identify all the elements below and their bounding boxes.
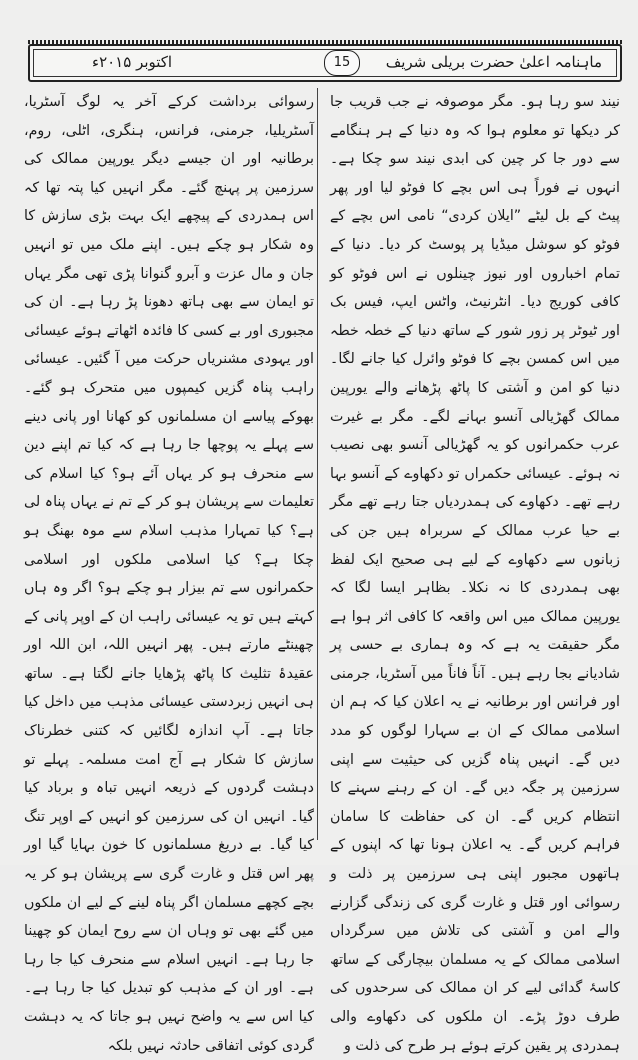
magazine-title: ماہنامہ اعلیٰ حضرت بریلی شریف [385,53,602,71]
column-left-text: رسوائی برداشت کرکے آخر یہ لوگ آسٹریا، آسٹریلیا، جرمنی، فرانس، ہنگری، اٹلی، روم، برطانیہ اور ان جیسے دیگر یورپین ممالک کی سرزمین پر پہنچ گئے۔ مگر انہیں کیا پتہ تھا کہ اس ہمدردی کے پیچھے ایک بہت بڑی سازش کا وہ شکار ہو چکے ہیں۔ اپنے ملک میں تو انہیں جان و مال عزت و آبرو گنوانا پڑی تھی مگر یہاں تو ایمان سے بھی ہاتھ دھونا پڑ رہا ہے۔ ان کی مجبوری اور بے کسی کا فائدہ اٹھاتے ہوئے عیسائی اور یہودی مشنریاں حرکت میں آ گئیں۔ عیسائی راہب پناہ گزیں کیمپوں میں متحرک ہو گئے۔ بھوکے پیاسے ان مسلمانوں کو کھانا اور پانی دینے سے پہلے یہ پوچھا جا رہا ہے کہ کیا تم اپنے دین سے منحرف ہو کر یہاں آئے ہو؟ کیا اسلام کی تعلیمات سے پریشان ہو کر کے تم نے یہاں پناہ لی ہے؟ کیا تمہارا مذہب اسلام سے موہ بھنگ ہو چکا ہے؟ کیا اسلامی ملکوں اور اسلامی حکمرانوں سے تم بیزار ہو چکے ہو؟ اگر وہ ہاں کہتے ہیں تو یہ عیسائی راہب ان کے اوپر پانی کے چھینٹے مارتے ہیں۔ پھر انہیں اللہ، ابن اللہ اور عقیدۂ تثلیث کا پاٹھ پڑھایا جانے لگتا ہے۔ ساتھ ہی انہیں زبردستی عیسائی مذہب میں داخل کیا جاتا ہے۔ آپ اندازہ لگائیں کہ کتنی خطرناک سازش کا شکار ہے آج امت مسلمہ۔ پہلے تو دہشت گردوں کے ذریعہ انہیں تباہ و برباد کیا گیا۔ انہیں ان کی سرزمین کو انہیں کے اوپر تنگ کیا گیا۔ بے دریغ مسلمانوں کا خون بہایا گیا اور پھر اس قتل و غارت گری سے پریشان ہو کر یہ بچے کچھے مسلمان اگر پناہ لینے کے لیے ان ملکوں میں گئے بھی تو وہاں ان سے روح ایمان کو چھینا جا رہا ہے۔ انہیں اسلام سے منحرف کیا جا رہا ہے۔ اور ان کے مذہب کو تبدیل کیا جا رہا ہے۔ کیا اس سے یہ واضح نہیں ہو جاتا کہ یہ دہشت گردی کوئی اتفاقی حادثہ نہیں بلکہ [24,94,314,1054]
column-right-text: نیند سو رہا ہو۔ مگر موصوفہ نے جب قریب جا کر دیکھا تو معلوم ہوا کہ وہ دنیا کے ہر ہنگامے سے دور جا کر چین کی ابدی نیند سو چکا ہے۔ انہوں نے فوراً ہی اس بچے کا فوٹو لیا اور پھر پیٹ کے بل لیٹے ”ایلان کردی“ نامی اس بچے کے فوٹو کو سوشل میڈیا پر پوسٹ کر دیا۔ دنیا کے تمام اخباروں اور نیوز چینلوں نے اس فوٹو کو کافی کوریج دیا۔ انٹرنیٹ، واٹس ایپ، فیس بک اور ٹیوٹر پر زور شور کے ساتھ دنیا کے خطہ خطہ میں اس کمسن بچے کا فوٹو وائرل کیا جانے لگا۔ دنیا کو امن و آشتی کا پاٹھ پڑھانے والے یورپین ممالک گھڑیالی آنسو بہانے لگے۔ مگر بے غیرت عرب حکمرانوں کو یہ گھڑیالی آنسو بھی نصیب نہ ہوئے۔ عیسائی حکمراں تو دکھاوے کے آنسو بہا رہے تھے۔ دکھاوے کی ہمدردیاں جتا رہے تھے مگر بے حیا عرب ممالک کے سربراہ ہیں جن کی زبانوں سے دکھاوے کے لیے ہی صحیح ایک لفظ بھی ہمدردی کا نہ نکلا۔ بظاہر ایسا لگا کہ یورپین ممالک میں اس واقعہ کا کافی اثر ہوا ہے مگر حقیقت یہ ہے کہ وہ ہماری بے حسی پر شادیانے بجا رہے ہیں۔ آناً فاناً میں آسٹریا، جرمنی اور فرانس اور برطانیہ نے یہ اعلان کیا کہ ہم ان اسلامی ممالک کے ان بے سہارا لوگوں کو مدد دیں گے۔ انہیں پناہ گزیں کی حیثیت سے اپنی سرزمین پر جگہ دیں گے۔ ان کے رہنے سہنے کا انتظام کریں گے۔ ان کی حفاظت کا سامان فراہم کریں گے۔ یہ اعلان ہونا تھا کہ اپنوں کے ہاتھوں مجبور اپنی ہی سرزمین پر ذلت و رسوائی اور قتل و غارت گری کی زندگی گزارنے والے امن و آشتی کی تلاش میں سرگرداں اسلامی ممالک کے یہ مسلمان بیچارگی کے ساتھ کاسۂ گدائی لیے کر ان ممالک کی سرحدوں کی طرف دوڑ پڑے۔ ان ملکوں کی دکھاوے والی ہمدردی پر یقین کرتے ہوئے ہر طرح کی ذلت و [330,94,620,1054]
text-column-left [24,88,314,1054]
issue-date: اکتوبر ۲۰۱۵ء [92,53,173,71]
page-header [28,44,622,82]
page-number: 15 [324,50,360,76]
text-column-right [330,88,620,1054]
column-divider [317,88,318,840]
